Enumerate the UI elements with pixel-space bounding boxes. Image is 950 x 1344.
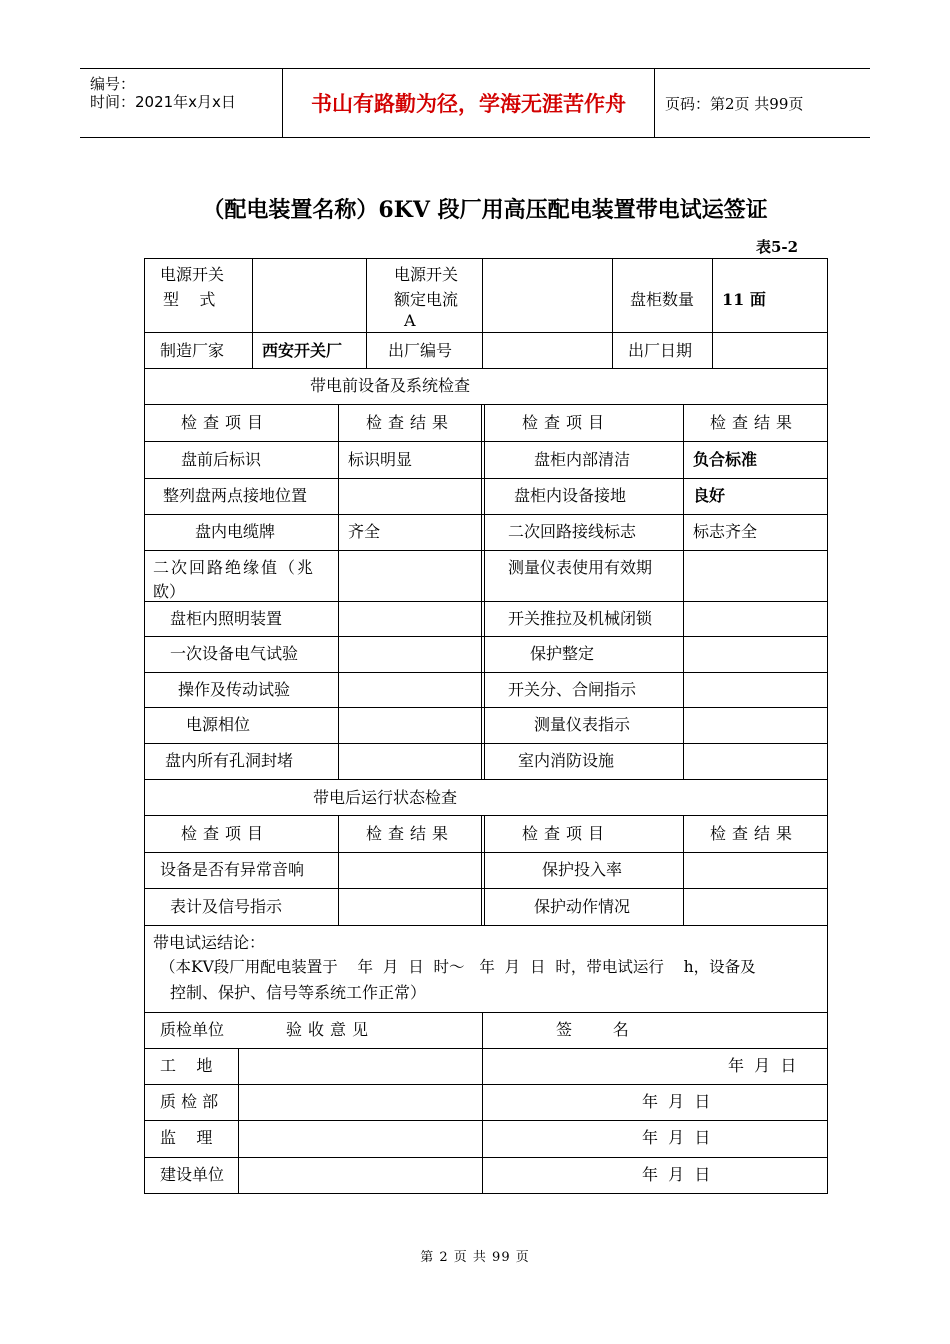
post-item: 保护动作情况 xyxy=(534,897,631,916)
pre-item: 操作及传动试验 xyxy=(178,680,291,699)
pre-col-result-right: 检查结果 xyxy=(710,413,799,432)
sign-col-sign: 签 名 xyxy=(556,1020,629,1039)
pre-col-item-right: 检查项目 xyxy=(522,413,611,432)
post-item: 表计及信号指示 xyxy=(170,897,283,916)
rated-current-label-2: 额定电流 xyxy=(394,290,459,309)
col-divider xyxy=(683,404,684,779)
time-label: 时间：2021年x月x日 xyxy=(90,93,236,111)
row-divider xyxy=(144,601,828,602)
cabinet-count-label: 盘柜数量 xyxy=(630,290,695,309)
conclusion-line-2: 控制、保护、信号等系统工作正常） xyxy=(170,983,427,1002)
col-divider xyxy=(482,1012,483,1194)
row-divider xyxy=(144,707,828,708)
sign-unit: 建设单位 xyxy=(160,1165,225,1184)
pre-result[interactable]: 负合标准 xyxy=(693,450,758,469)
pre-section-title: 带电前设备及系统检查 xyxy=(310,376,471,395)
pre-item: 二次回路绝缘值（兆 xyxy=(153,558,316,577)
conclusion-line-1: （本KV段厂用配电装置于 年 月 日 时～ 年 月 日 时，带电试运行 h，设备及 xyxy=(160,958,756,976)
rated-current-unit: A xyxy=(404,311,416,330)
row-divider xyxy=(144,332,828,333)
col-divider xyxy=(484,404,485,779)
sign-date[interactable]: 年 月 日 xyxy=(642,1165,711,1184)
post-col-result-left: 检查结果 xyxy=(366,824,455,843)
maker-label: 制造厂家 xyxy=(160,341,225,360)
pre-item: 盘柜内设备接地 xyxy=(514,486,627,505)
document-title: （配电装置名称）6KV 段厂用高压配电装置带电试运签证 xyxy=(202,197,768,223)
row-divider xyxy=(144,815,828,816)
sign-unit: 监 理 xyxy=(160,1128,213,1147)
row-divider xyxy=(144,1120,828,1121)
row-divider xyxy=(144,672,828,673)
col-divider xyxy=(712,258,713,368)
pre-result[interactable]: 标识明显 xyxy=(348,450,413,469)
sign-date[interactable]: 年 月 日 xyxy=(642,1092,711,1111)
pre-item: 二次回路接线标志 xyxy=(508,522,637,541)
row-divider xyxy=(144,1048,828,1049)
row-divider xyxy=(144,925,828,926)
sign-unit: 工 地 xyxy=(160,1056,213,1075)
sign-col-opinion: 验收意见 xyxy=(286,1020,375,1039)
maker-value[interactable]: 西安开关厂 xyxy=(262,341,343,360)
col-divider xyxy=(481,815,482,925)
header-meta xyxy=(80,69,283,137)
row-divider xyxy=(144,779,828,780)
pre-item: 测量仪表指示 xyxy=(534,715,631,734)
col-divider xyxy=(484,815,485,925)
pre-item: 盘内所有孔洞封堵 xyxy=(165,751,294,770)
row-divider xyxy=(144,368,828,369)
conclusion-label: 带电试运结论： xyxy=(153,933,266,952)
pre-col-result-left: 检查结果 xyxy=(366,413,455,432)
pre-item: 开关推拉及机械闭锁 xyxy=(508,609,653,628)
pre-item-continued: 欧） xyxy=(153,582,186,601)
post-section-title: 带电后运行状态检查 xyxy=(313,788,458,807)
post-item: 保护投入率 xyxy=(542,860,623,879)
post-item: 设备是否有异常音响 xyxy=(160,860,305,879)
pre-item: 开关分、合闸指示 xyxy=(508,680,637,699)
pre-item: 整列盘两点接地位置 xyxy=(163,486,308,505)
row-divider xyxy=(144,743,828,744)
pre-result[interactable]: 齐全 xyxy=(348,522,381,541)
pre-item: 室内消防设施 xyxy=(518,751,615,770)
pre-item: 电源相位 xyxy=(186,715,251,734)
pre-result[interactable]: 标志齐全 xyxy=(693,522,758,541)
post-col-item-right: 检查项目 xyxy=(522,824,611,843)
row-divider xyxy=(144,550,828,551)
post-col-result-right: 检查结果 xyxy=(710,824,799,843)
sign-unit: 质 检 部 xyxy=(160,1092,219,1111)
code-label: 编号： xyxy=(90,75,136,93)
table-number: 表5-2 xyxy=(756,238,799,256)
header-page-info: 页码：第2页 共99页 xyxy=(665,94,804,113)
date-label: 出厂日期 xyxy=(628,341,693,360)
col-divider xyxy=(612,258,613,368)
col-divider xyxy=(252,258,253,368)
pre-item: 保护整定 xyxy=(530,644,595,663)
post-col-item-left: 检查项目 xyxy=(181,824,270,843)
sign-col-unit: 质检单位 xyxy=(160,1020,225,1039)
sign-date[interactable]: 年 月 日 xyxy=(642,1128,711,1147)
col-divider xyxy=(238,1048,239,1194)
col-divider xyxy=(481,404,482,779)
row-divider xyxy=(144,852,828,853)
col-divider xyxy=(482,258,483,368)
row-divider xyxy=(144,441,828,442)
document-header xyxy=(80,68,870,138)
switch-type-label-2: 型 式 xyxy=(163,290,216,309)
row-divider xyxy=(144,636,828,637)
row-divider xyxy=(144,1157,828,1158)
row-divider xyxy=(144,514,828,515)
page-footer: 第 2 页 共 99 页 xyxy=(420,1250,530,1265)
serial-label: 出厂编号 xyxy=(388,341,453,360)
pre-result[interactable]: 良好 xyxy=(693,486,726,505)
pre-item: 盘柜内部清洁 xyxy=(534,450,631,469)
pre-col-item-left: 检查项目 xyxy=(181,413,270,432)
col-divider xyxy=(338,404,339,779)
col-divider xyxy=(338,815,339,925)
row-divider xyxy=(144,1084,828,1085)
row-divider xyxy=(144,1012,828,1013)
pre-item: 盘内电缆牌 xyxy=(195,522,276,541)
switch-type-label-1: 电源开关 xyxy=(160,265,225,284)
row-divider xyxy=(144,404,828,405)
cabinet-count-value[interactable]: 11 面 xyxy=(722,290,766,309)
row-divider xyxy=(144,478,828,479)
col-divider xyxy=(683,815,684,925)
row-divider xyxy=(144,888,828,889)
sign-date[interactable]: 年 月 日 xyxy=(728,1056,797,1075)
header-motto: 书山有路勤为径，学海无涯苦作舟 xyxy=(283,69,655,137)
pre-item: 盘柜内照明装置 xyxy=(170,609,283,628)
pre-item: 盘前后标识 xyxy=(181,450,262,469)
pre-item: 一次设备电气试验 xyxy=(170,644,299,663)
col-divider xyxy=(366,258,367,368)
rated-current-label-1: 电源开关 xyxy=(394,265,459,284)
pre-item: 测量仪表使用有效期 xyxy=(508,558,653,577)
